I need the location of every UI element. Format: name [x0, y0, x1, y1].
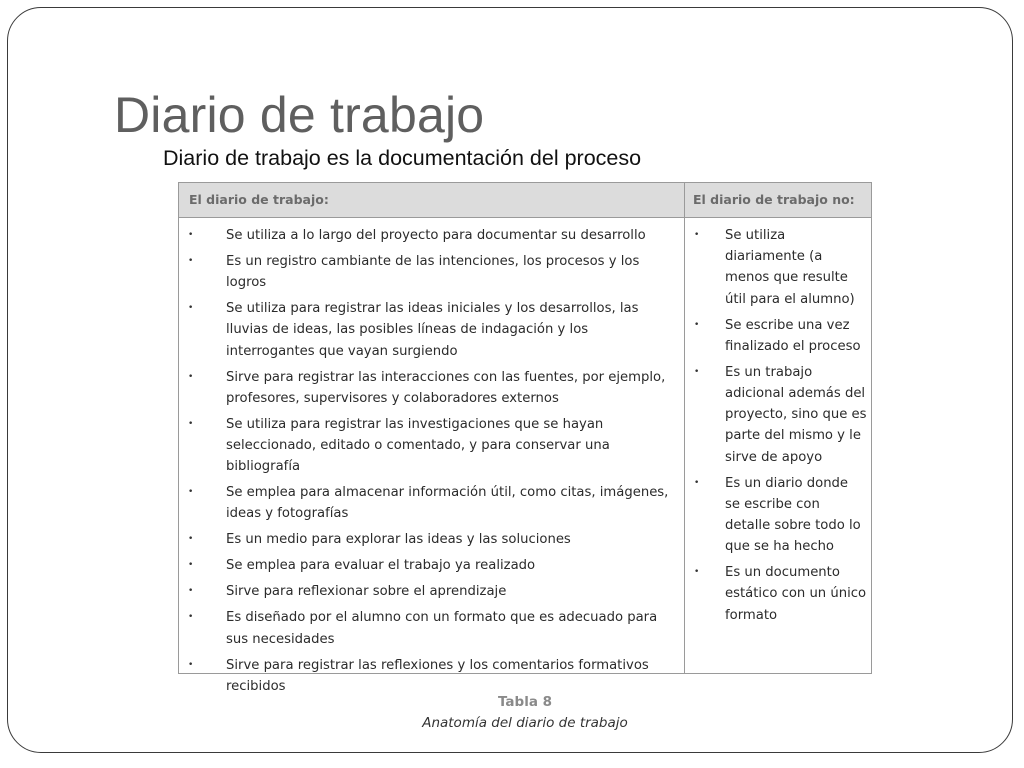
diario-es-list	[185, 225, 679, 702]
list-item: • Es un registro cambiante de las intenciones, los procesos y los logros	[185, 251, 679, 293]
list-item: • Es un trabajo adicional además del proyecto, sino que es parte del mismo y le sirve de apoyo	[691, 362, 867, 468]
list-item: • Sirve para registrar las interacciones con las fuentes, por ejemplo, profesores, supervisores y colaboradores externos	[185, 367, 679, 409]
table-header-row	[179, 183, 871, 218]
list-item: • Se escribe una vez finalizado el proceso	[691, 315, 867, 357]
diario-no-list	[691, 225, 867, 631]
anatomy-table	[178, 182, 872, 694]
table-caption-label: Tabla 8	[497, 694, 553, 710]
list-item: • Se emplea para almacenar información útil, como citas, imágenes, ideas y fotografías	[185, 482, 679, 524]
table-header-diario-no: El diario de trabajo no:	[693, 192, 855, 207]
list-item: • Se utiliza para registrar las investigaciones que se hayan seleccionado, editado o comentado, y para conservar una bibliografía	[185, 414, 679, 478]
table-caption-text: Anatomía del diario de trabajo	[422, 715, 628, 731]
list-item: • Sirve para reflexionar sobre el aprendizaje	[185, 581, 679, 602]
list-item: • Es diseñado por el alumno con un formato que es adecuado para sus necesidades	[185, 607, 679, 649]
list-item: • Es un diario donde se escribe con detalle sobre todo lo que se ha hecho	[691, 473, 867, 558]
list-item: • Se utiliza a lo largo del proyecto para documentar su desarrollo	[185, 225, 679, 246]
list-item: • Se utiliza diariamente (a menos que resulte útil para el alumno)	[691, 225, 867, 310]
slide-subtitle: Diario de trabajo es la documentación del proceso	[163, 146, 642, 170]
list-item: • Se utiliza para registrar las ideas iniciales y los desarrollos, las lluvias de ideas, las posibles líneas de indagación y los interrogantes que vayan surgiendo	[185, 298, 679, 362]
table-header-diario-es: El diario de trabajo:	[189, 192, 329, 207]
list-item: • Se emplea para evaluar el trabajo ya realizado	[185, 555, 679, 576]
list-item: • Es un medio para explorar las ideas y las soluciones	[185, 529, 679, 550]
list-item: • Sirve para registrar las reflexiones y los comentarios formativos recibidos	[185, 655, 679, 697]
slide-title: Diario de trabajo	[114, 87, 485, 143]
column-divider	[684, 183, 685, 673]
list-item: • Es un documento estático con un único formato	[691, 562, 867, 626]
